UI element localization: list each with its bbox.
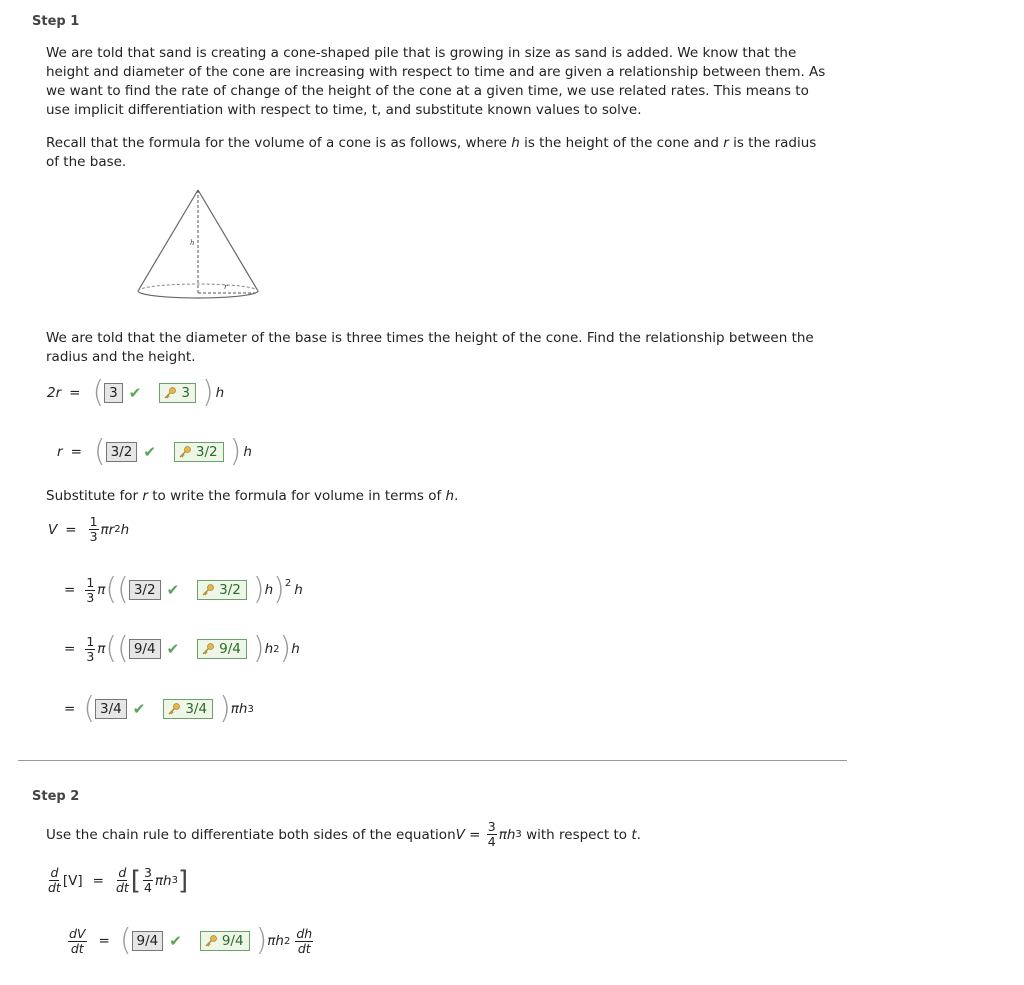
d-dt-fraction bbox=[116, 866, 129, 895]
key-icon bbox=[204, 934, 218, 948]
open-paren: ( bbox=[92, 375, 105, 410]
equation-volume bbox=[48, 515, 129, 544]
step1-title: Step 1 bbox=[32, 14, 80, 29]
close-paren: ) bbox=[252, 631, 265, 666]
var-h: h bbox=[511, 135, 520, 151]
eq-mid: h bbox=[264, 582, 274, 598]
eq-lhs: [V] bbox=[62, 872, 83, 889]
text-segment: to write the formula for volume in terms of bbox=[147, 488, 446, 504]
exponent: 2 bbox=[283, 935, 291, 947]
substitute-paragraph bbox=[46, 487, 826, 506]
key-answer-box bbox=[159, 383, 196, 403]
open-bracket: [ bbox=[130, 865, 141, 896]
numerator: 3 bbox=[143, 865, 152, 880]
key-icon bbox=[201, 583, 215, 597]
check-icon: ✔ bbox=[166, 640, 180, 658]
cone-r-label: r bbox=[224, 283, 228, 291]
check-icon: ✔ bbox=[169, 932, 182, 950]
exponent: 3 bbox=[247, 703, 254, 715]
close-paren: ) bbox=[229, 434, 242, 469]
close-paren: ) bbox=[255, 923, 268, 958]
cone-formula-paragraph bbox=[46, 134, 826, 172]
fraction bbox=[487, 820, 497, 849]
key-answer-box bbox=[197, 580, 247, 600]
fraction bbox=[143, 866, 153, 895]
exponent: 3 bbox=[171, 875, 178, 886]
diameter-paragraph: We are told that the diameter of the base is three times the height of the cone. Find the relationship between the radius and the height. bbox=[46, 330, 814, 365]
close-paren: ) bbox=[201, 375, 214, 410]
exponent: 2 bbox=[273, 643, 280, 655]
cone-h-label: h bbox=[190, 239, 195, 247]
numerator: dh bbox=[296, 925, 313, 941]
key-icon bbox=[167, 702, 181, 716]
eq-body: πh bbox=[154, 872, 172, 889]
key-answer-box bbox=[200, 931, 250, 951]
key-icon bbox=[163, 386, 177, 400]
key-value: 3/4 bbox=[185, 701, 208, 717]
check-icon: ✔ bbox=[143, 443, 156, 461]
exponent: 2 bbox=[284, 577, 292, 589]
equation-volume-sub2 bbox=[64, 631, 300, 666]
eq-lhs: r bbox=[57, 444, 63, 460]
exponent: 3 bbox=[515, 829, 522, 840]
denominator: 3 bbox=[86, 648, 95, 664]
denominator: dt bbox=[70, 940, 84, 956]
denominator: dt bbox=[48, 880, 61, 895]
cone-right-edge bbox=[198, 190, 258, 291]
answer-box[interactable]: 9/4 bbox=[132, 931, 164, 951]
denominator: dt bbox=[115, 880, 129, 895]
var-r: r bbox=[142, 488, 148, 504]
key-icon bbox=[178, 445, 192, 459]
open-paren: (( bbox=[105, 631, 129, 666]
check-icon: ✔ bbox=[132, 700, 146, 718]
eq-sign: = bbox=[64, 701, 76, 717]
eq-mid: h bbox=[264, 641, 274, 657]
step2-title: Step 2 bbox=[32, 789, 80, 804]
denominator: 3 bbox=[89, 529, 98, 544]
close-paren: ) bbox=[279, 631, 292, 666]
close-bracket: ] bbox=[177, 865, 189, 896]
text-segment: Recall that the formula for the volume of a cone is as follows, where bbox=[46, 135, 512, 151]
dV-dt-fraction bbox=[68, 927, 87, 956]
eq-lhs: V bbox=[48, 521, 58, 538]
cone-diagram bbox=[130, 185, 270, 305]
eq-tail: πh bbox=[230, 701, 248, 717]
key-value: 3 bbox=[181, 385, 190, 401]
answer-box[interactable]: 3/2 bbox=[129, 580, 161, 600]
close-paren: ) bbox=[252, 572, 265, 607]
key-answer-box bbox=[197, 639, 247, 659]
denominator: 4 bbox=[143, 880, 152, 895]
var-h: h bbox=[445, 488, 455, 504]
numerator: d bbox=[50, 865, 59, 880]
key-answer-box bbox=[163, 699, 213, 719]
answer-box[interactable]: 3 bbox=[104, 383, 123, 403]
eq-sign: = bbox=[64, 582, 76, 598]
key-value: 3/2 bbox=[195, 444, 218, 460]
eq-sign: = bbox=[69, 385, 81, 401]
eq-sign: = bbox=[65, 521, 77, 538]
equation-r bbox=[57, 434, 252, 469]
eq-sign: = bbox=[64, 641, 76, 657]
text-segment: is the radius of the base. bbox=[46, 135, 817, 170]
open-paren: ( bbox=[93, 434, 106, 469]
eq-tail: h bbox=[294, 582, 303, 598]
text-segment: . bbox=[636, 826, 641, 843]
dh-dt-fraction bbox=[295, 927, 313, 956]
text-segment: . bbox=[454, 488, 459, 504]
var-t: t bbox=[631, 826, 637, 843]
eq-tail: h bbox=[243, 444, 252, 460]
section-divider bbox=[18, 760, 847, 761]
denominator: dt bbox=[297, 940, 311, 956]
chain-rule-paragraph bbox=[46, 820, 641, 849]
eq-tail: h bbox=[215, 385, 225, 401]
fraction bbox=[85, 576, 95, 605]
fraction bbox=[89, 515, 99, 544]
text-segment: is the height of the cone and bbox=[519, 135, 724, 151]
eq-tail: h bbox=[291, 641, 300, 657]
close-paren: ) bbox=[219, 691, 231, 726]
eq-sign: = bbox=[464, 826, 485, 843]
open-paren: ( bbox=[83, 691, 96, 726]
numerator: dV bbox=[69, 925, 86, 941]
numerator: 1 bbox=[89, 514, 98, 529]
eq-sign: = bbox=[92, 872, 104, 889]
equation-volume-final bbox=[64, 691, 254, 726]
equation-dV-dt bbox=[66, 923, 315, 958]
eq-sign: = bbox=[70, 444, 82, 460]
eq-sign: = bbox=[98, 933, 110, 949]
numerator: 1 bbox=[86, 633, 95, 649]
key-icon bbox=[201, 642, 215, 656]
cone-left-edge bbox=[138, 190, 198, 291]
close-paren: ) bbox=[273, 572, 285, 607]
eq-body: πh bbox=[498, 826, 516, 843]
equation-volume-sub1 bbox=[64, 572, 303, 607]
denominator: 4 bbox=[487, 834, 496, 849]
fraction bbox=[85, 635, 95, 664]
numerator: 3 bbox=[487, 819, 496, 834]
pi-symbol: π bbox=[97, 641, 106, 657]
numerator: 1 bbox=[86, 574, 95, 590]
key-value: 9/4 bbox=[219, 641, 241, 657]
answer-box[interactable]: 9/4 bbox=[129, 639, 161, 659]
equation-2r bbox=[47, 375, 225, 410]
open-paren: ( bbox=[119, 923, 132, 958]
equation-derivative bbox=[46, 866, 188, 895]
var-r: r bbox=[723, 135, 729, 151]
check-icon: ✔ bbox=[128, 384, 142, 402]
d-dt-fraction bbox=[48, 866, 61, 895]
eq-tail: h bbox=[120, 521, 130, 538]
numerator: d bbox=[118, 865, 127, 880]
key-answer-box bbox=[174, 442, 224, 462]
key-value: 9/4 bbox=[221, 933, 244, 949]
open-paren: (( bbox=[105, 572, 129, 607]
exponent: 2 bbox=[114, 524, 121, 535]
text-segment: Substitute for bbox=[46, 488, 143, 504]
text-segment: Use the chain rule to differentiate both sides of the equation bbox=[46, 826, 456, 843]
eq-body: πr bbox=[100, 521, 115, 538]
denominator: 3 bbox=[86, 589, 95, 605]
var-V: V bbox=[455, 826, 465, 843]
answer-box[interactable]: 3/2 bbox=[106, 442, 138, 462]
key-value: 3/2 bbox=[219, 582, 241, 598]
check-icon: ✔ bbox=[166, 581, 180, 599]
eq-tail: πh bbox=[267, 933, 284, 949]
step1-intro-paragraph: We are told that sand is creating a cone-shaped pile that is growing in size as sand is added. We know that the height and diameter of the cone are increasing with respect to time and are given a relationship between them. As we want to find the rate of change of the height of the cone at a given time, we use related rates. This means to use implicit differentiation with respect to time, t, and substitute known values to solve. bbox=[46, 45, 826, 118]
pi-symbol: π bbox=[97, 582, 106, 598]
answer-box[interactable]: 3/4 bbox=[95, 699, 127, 719]
eq-lhs: 2r bbox=[47, 385, 62, 401]
text-segment: with respect to bbox=[521, 826, 632, 843]
